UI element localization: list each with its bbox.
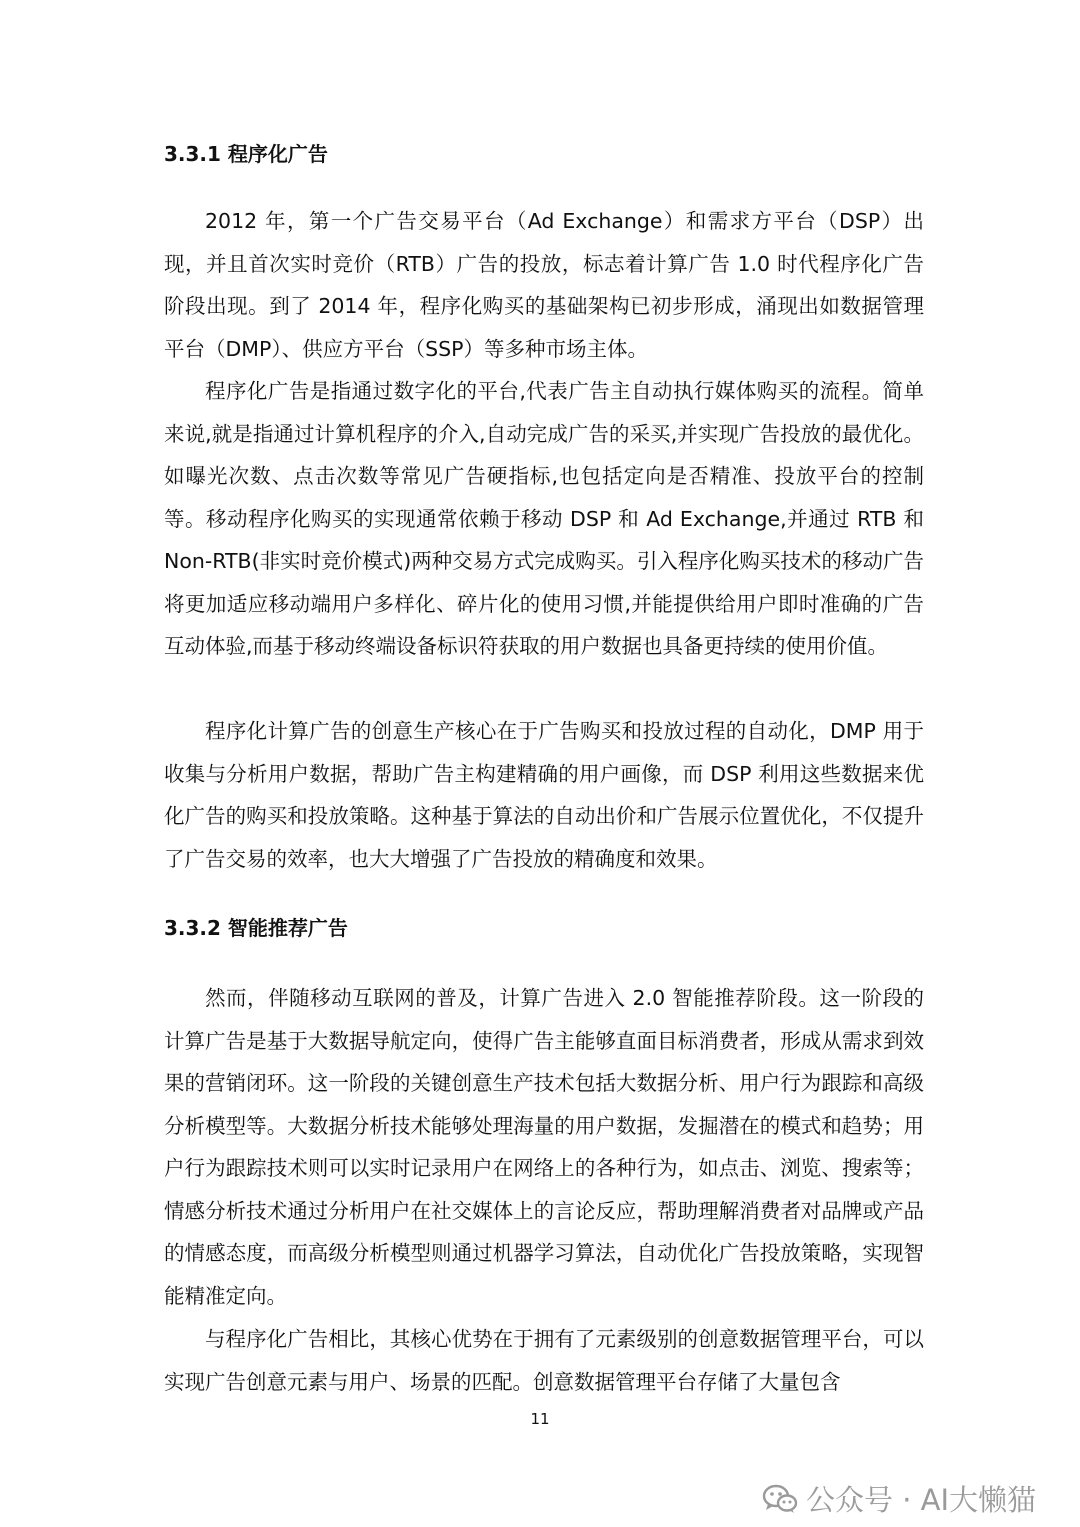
wechat-icon: [762, 1483, 798, 1515]
paragraph: 2012 年，第一个广告交易平台（Ad Exchange）和需求方平台（DSP）出现，并且首次实时竞价（RTB）广告的投放，标志着计算广告 1.0 时代程序化广告阶段出现。到了 2014 年，程序化购买的基础架构已初步形成，涌现出如数据管理平台（DMP）、供应方平台（SSP）等多种市场主体。: [164, 209, 924, 361]
paragraph: 然而，伴随移动互联网的普及，计算广告进入 2.0 智能推荐阶段。这一阶段的计算广告是基于大数据导航定向，使得广告主能够直面目标消费者，形成从需求到效果的营销闭环。这一阶段的关键创意生产技术包括大数据分析、用户行为跟踪和高级分析模型等。大数据分析技术能够处理海量的用户数据，发掘潜在的模式和趋势；用户行为跟踪技术则可以实时记录用户在网络上的各种行为，如点击、浏览、搜索等；情感分析技术通过分析用户在社交媒体上的言论反应，帮助理解消费者对品牌或产品的情感态度，而高级分析模型则通过机器学习算法，自动优化广告投放策略，实现智能精准定向。: [164, 986, 924, 1308]
paragraph: 程序化计算广告的创意生产核心在于广告购买和投放过程的自动化，DMP 用于收集与分析用户数据，帮助广告主构建精确的用户画像，而 DSP 利用这些数据来优化广告的购买和投放策略。这种基于算法的自动出价和广告展示位置优化，不仅提升了广告交易的效率，也大大增强了广告投放的精确度和效果。: [164, 719, 924, 871]
section-heading: 3.3.2 智能推荐广告: [164, 916, 348, 940]
section-heading: 3.3.1 程序化广告: [164, 142, 328, 166]
paragraph: 程序化广告是指通过数字化的平台,代表广告主自动执行媒体购买的流程。简单来说,就是指通过计算机程序的介入,自动完成广告的采买,并实现广告投放的最优化。如曝光次数、点击次数等常见广告硬指标,也包括定向是否精准、投放平台的控制等。移动程序化购买的实现通常依赖于移动 DSP 和 Ad Exchange,并通过 RTB 和 Non-RTB(非实时竞价模式)两种交易方式完成购买。引入程序化购买技术的移动广告将更加适应移动端用户多样化、碎片化的使用习惯,并能提供给用户即时准确的广告互动体验,而基于移动终端设备标识符获取的用户数据也具备更持续的使用价值。: [164, 379, 924, 658]
watermark: [762, 1478, 1036, 1519]
page-number: 11: [530, 1410, 550, 1428]
watermark-text: 公众号 · AI大懒猫: [806, 1483, 1037, 1517]
paragraph: 与程序化广告相比，其核心优势在于拥有了元素级别的创意数据管理平台，可以实现广告创意元素与用户、场景的匹配。创意数据管理平台存储了大量包含: [164, 1327, 924, 1394]
